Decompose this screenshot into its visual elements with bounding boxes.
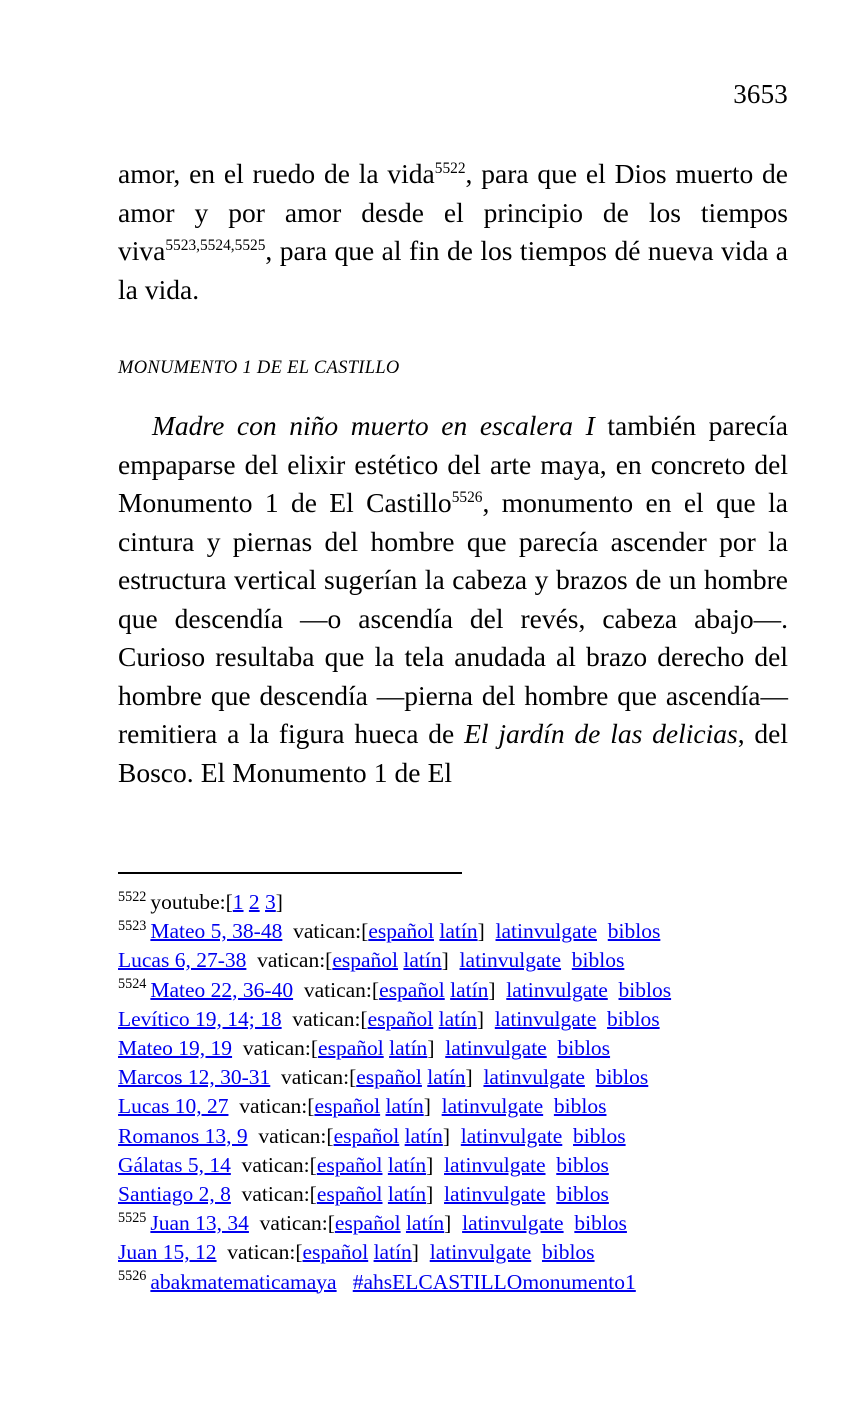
spacer [231, 1153, 242, 1177]
link-latin-Gálatas 5, 14[interactable]: latín [387, 1152, 427, 1177]
link-latinvulgate-Gálatas 5, 14[interactable]: latinvulgate [444, 1152, 546, 1177]
bracket-close: ] [465, 1065, 473, 1090]
link-espanol-Lucas 6, 27-38[interactable]: español [332, 948, 399, 973]
link-biblos-Lucas 10, 27[interactable]: biblos [553, 1094, 607, 1119]
footnote-entry-5522 [118, 888, 788, 917]
link-espanol-Santiago 2, 8[interactable]: español [316, 1182, 383, 1207]
spacer [419, 1240, 430, 1264]
spacer [434, 1036, 445, 1060]
link-citation-Juan 15, 12[interactable]: Juan 15, 12 [118, 1240, 217, 1265]
spacer [585, 1065, 596, 1089]
link-citation-Marcos 12, 30-31[interactable]: Marcos 12, 30-31 [118, 1065, 271, 1090]
link-espanol-Mateo 22, 36-40[interactable]: español [379, 977, 445, 1002]
vatican-label: vatican:[ [258, 1123, 334, 1148]
spacer [270, 1065, 281, 1089]
link-biblos-Juan 15, 12[interactable]: biblos [541, 1240, 595, 1265]
footnote-number-5522: 5522 [118, 888, 147, 905]
footnote-area [118, 872, 788, 1297]
spacer [231, 1182, 242, 1206]
footnote-separator-rule [118, 872, 462, 874]
link-citation-Santiago 2, 8[interactable]: Santiago 2, 8 [118, 1182, 231, 1207]
vatican-label: vatican:[ [259, 1211, 335, 1236]
link-biblos-Juan 13, 34[interactable]: biblos [574, 1211, 627, 1236]
link-latin-Lucas 6, 27-38[interactable]: latín [403, 948, 442, 973]
footnote-entry-5524-line-6 [118, 1122, 788, 1151]
paragraph-1-text-c: , para que al fin de los tiempos dé nueva vida a la vida. [118, 235, 788, 305]
link-ahsELCASTILLOmonumento1[interactable]: #ahsELCASTILLOmonumento1 [352, 1269, 636, 1294]
link-youtube-2[interactable]: 2 [248, 890, 260, 914]
link-espanol-Levítico 19, 14; 18[interactable]: español [367, 1006, 434, 1031]
bracket-close: ] [476, 1006, 485, 1031]
link-latinvulgate-Mateo 5, 38-48[interactable]: latinvulgate [495, 919, 598, 944]
link-citation-Juan 13, 34[interactable]: Juan 13, 34 [150, 1211, 249, 1236]
link-latinvulgate-Mateo 22, 36-40[interactable]: latinvulgate [506, 977, 608, 1002]
vatican-label: vatican:[ [292, 1006, 368, 1031]
bracket-close: ] [441, 948, 449, 973]
link-latinvulgate-Levítico 19, 14; 18[interactable]: latinvulgate [494, 1006, 597, 1031]
bracket-close: ] [411, 1240, 419, 1265]
link-latin-Santiago 2, 8[interactable]: latín [387, 1182, 427, 1207]
paragraph-continued [118, 155, 788, 309]
link-latin-Marcos 12, 30-31[interactable]: latín [427, 1065, 466, 1090]
link-latinvulgate-Romanos 13, 9[interactable]: latinvulgate [460, 1123, 563, 1148]
spacer [473, 1065, 484, 1089]
spacer [608, 978, 619, 1002]
link-citation-Levítico 19, 14; 18[interactable]: Levítico 19, 14; 18 [118, 1006, 282, 1031]
spacer [282, 919, 293, 943]
artwork-title-el-jardin: El jardín de las delicias [464, 718, 738, 749]
spacer [597, 919, 608, 943]
link-latinvulgate-Santiago 2, 8[interactable]: latinvulgate [444, 1182, 546, 1207]
spacer [433, 1153, 444, 1177]
footnote-entry-5524-line-1 [118, 976, 788, 1005]
youtube-label: youtube:[ [150, 890, 233, 914]
spacer [248, 1124, 259, 1148]
spacer-after-heading [118, 379, 788, 407]
spacer [246, 948, 257, 972]
footnote-number-5523: 5523 [118, 918, 147, 935]
bracket-close: ] [423, 1094, 431, 1119]
bracket-close: ] [426, 1152, 434, 1177]
link-latinvulgate-Lucas 10, 27[interactable]: latinvulgate [441, 1094, 544, 1119]
footnote-list [118, 888, 788, 1297]
spacer [232, 1036, 243, 1060]
link-espanol-Mateo 5, 38-48[interactable]: español [368, 919, 434, 944]
link-espanol-Juan 15, 12[interactable]: español [302, 1240, 369, 1265]
spacer-before-heading [118, 309, 788, 357]
link-latinvulgate-Marcos 12, 30-31[interactable]: latinvulgate [483, 1065, 585, 1090]
link-latin-Juan 13, 34[interactable]: latín [405, 1211, 445, 1236]
paragraph-2-text-c: , del Bosco. El Monumento 1 de El [118, 718, 788, 788]
vatican-label: vatican:[ [239, 1094, 315, 1119]
page-number: 3653 [733, 79, 788, 109]
link-citation-Mateo 22, 36-40[interactable]: Mateo 22, 36-40 [150, 977, 294, 1002]
bracket-close: ] [444, 1211, 452, 1236]
bracket-close: ] [427, 1036, 435, 1061]
link-youtube-1[interactable]: 1 [232, 890, 244, 914]
footnote-ref-5526[interactable]: 5526 [451, 488, 483, 506]
vatican-label: vatican:[ [241, 1182, 317, 1207]
footnote-number-5526: 5526 [118, 1268, 147, 1285]
spacer [293, 978, 304, 1002]
section-heading: MONUMENTO 1 DE EL CASTILLO [118, 358, 400, 378]
link-latinvulgate-Juan 15, 12[interactable]: latinvulgate [429, 1240, 532, 1265]
spacer [531, 1240, 542, 1264]
footnote-entry-5525-line-2 [118, 1238, 788, 1267]
spacer [449, 948, 460, 972]
vatican-label: vatican:[ [293, 919, 369, 944]
link-latinvulgate-Lucas 6, 27-38[interactable]: latinvulgate [459, 948, 562, 973]
link-espanol-Marcos 12, 30-31[interactable]: español [356, 1065, 422, 1090]
vatican-label: vatican:[ [281, 1065, 357, 1090]
main-text-column [118, 155, 788, 792]
link-biblos-Romanos 13, 9[interactable]: biblos [573, 1123, 626, 1148]
bracket-close: ] [275, 890, 283, 914]
spacer [596, 1007, 607, 1031]
spacer [543, 1094, 554, 1118]
link-latin-Mateo 22, 36-40[interactable]: latín [450, 977, 489, 1002]
link-biblos-Santiago 2, 8[interactable]: biblos [556, 1182, 609, 1207]
spacer [451, 1211, 462, 1235]
bracket-close: ] [477, 919, 485, 944]
link-biblos-Gálatas 5, 14[interactable]: biblos [556, 1152, 609, 1177]
spacer [249, 1211, 260, 1235]
link-biblos-Mateo 19, 19[interactable]: biblos [557, 1036, 611, 1061]
footnote-entry-5523-line-1 [118, 917, 788, 946]
link-citation-Mateo 5, 38-48[interactable]: Mateo 5, 38-48 [150, 919, 283, 944]
link-biblos-Marcos 12, 30-31[interactable]: biblos [595, 1065, 649, 1090]
paragraph-1-text-b: , para que el Dios muerto de amor y por amor desde el principio de los tiempos viva [118, 158, 789, 266]
footnote-entry-5524-line-3 [118, 1034, 788, 1063]
footnote-ref-5522[interactable]: 5522 [434, 159, 466, 177]
bracket-close: ] [426, 1182, 434, 1207]
vatican-label: vatican:[ [242, 1036, 319, 1061]
spacer [217, 1240, 228, 1264]
footnote-ref-5523-5524-5525[interactable]: 5523,5524,5525 [165, 236, 266, 254]
link-citation-Romanos 13, 9[interactable]: Romanos 13, 9 [118, 1123, 248, 1148]
link-citation-Mateo 19, 19[interactable]: Mateo 19, 19 [118, 1036, 233, 1061]
paragraph-monumento [118, 407, 788, 792]
spacer [564, 1211, 575, 1235]
bracket-close: ] [442, 1123, 451, 1148]
link-latin-Romanos 13, 9[interactable]: latín [404, 1123, 443, 1148]
link-youtube-3[interactable]: 3 [265, 890, 276, 914]
link-biblos-Lucas 6, 27-38[interactable]: biblos [571, 948, 625, 973]
spacer [561, 948, 572, 972]
spacer [431, 1094, 442, 1118]
link-latin-Mateo 5, 38-48[interactable]: latín [439, 919, 478, 944]
spacer [228, 1094, 239, 1118]
footnote-entry-5524-line-5 [118, 1092, 788, 1121]
spacer [547, 1036, 558, 1060]
spacer [484, 1007, 495, 1031]
footnote-entry-5524-line-8 [118, 1180, 788, 1209]
spacer [562, 1124, 573, 1148]
spacer [433, 1182, 444, 1206]
artwork-title-madre-con-nino: Madre con niño muerto en escalera I [152, 410, 595, 441]
link-espanol-Gálatas 5, 14[interactable]: español [316, 1152, 383, 1177]
footnote-entry-5523-line-2 [118, 946, 788, 975]
vatican-label: vatican:[ [227, 1240, 303, 1265]
link-latin-Lucas 10, 27[interactable]: latín [385, 1094, 424, 1119]
paragraph-1-text-a: amor, en el ruedo de la vida [118, 158, 435, 189]
spacer [546, 1153, 557, 1177]
footnote-entry-5524-line-7 [118, 1151, 788, 1180]
paragraph-2-text-b: , monumento en el que la cintura y piernas del hombre que parecía ascender por la estructura vertical sugerían la cabeza y brazos de un hombre que descendía —o ascendía del revés, cabeza abajo—. Curioso resultaba que la tela anudada al brazo derecho del hombre que descendía —pierna del hombre que ascendía— remitiera a la figura hueca de [118, 487, 788, 749]
spacer [496, 978, 507, 1002]
spacer [337, 1270, 353, 1294]
link-abakmatematicamaya[interactable]: abakmatematicamaya [150, 1269, 337, 1294]
spacer [546, 1182, 557, 1206]
spacer [485, 919, 496, 943]
spacer [282, 1007, 293, 1031]
link-biblos-Mateo 22, 36-40[interactable]: biblos [618, 977, 672, 1002]
footnote-number-5524: 5524 [118, 976, 147, 993]
footnote-entry-5526 [118, 1268, 788, 1297]
link-biblos-Levítico 19, 14; 18[interactable]: biblos [607, 1006, 660, 1031]
link-citation-Lucas 10, 27[interactable]: Lucas 10, 27 [118, 1094, 229, 1119]
vatican-label: vatican:[ [303, 977, 380, 1002]
link-latinvulgate-Mateo 19, 19[interactable]: latinvulgate [445, 1036, 547, 1061]
footnote-entry-5524-line-2 [118, 1005, 788, 1034]
footnote-entry-5524-line-4 [118, 1063, 788, 1092]
link-espanol-Mateo 19, 19[interactable]: español [318, 1036, 384, 1061]
link-espanol-Lucas 10, 27[interactable]: español [314, 1094, 381, 1119]
vatican-label: vatican:[ [257, 948, 333, 973]
link-espanol-Juan 13, 34[interactable]: español [334, 1211, 401, 1236]
link-latin-Mateo 19, 19[interactable]: latín [389, 1036, 428, 1061]
link-latin-Juan 15, 12[interactable]: latín [373, 1240, 412, 1265]
link-espanol-Romanos 13, 9[interactable]: español [333, 1123, 400, 1148]
link-citation-Gálatas 5, 14[interactable]: Gálatas 5, 14 [118, 1152, 231, 1177]
paragraph-2-text-a: también parecía empaparse del elixir estético del arte maya, en concreto del Monumento 1 de El Castillo [118, 410, 788, 518]
link-latin-Levítico 19, 14; 18[interactable]: latín [438, 1006, 477, 1031]
link-latinvulgate-Juan 13, 34[interactable]: latinvulgate [462, 1211, 564, 1236]
vatican-label: vatican:[ [241, 1152, 317, 1177]
link-citation-Lucas 6, 27-38[interactable]: Lucas 6, 27-38 [118, 948, 247, 973]
spacer [450, 1124, 461, 1148]
bracket-close: ] [488, 977, 496, 1002]
footnote-number-5525: 5525 [118, 1210, 147, 1227]
footnote-entry-5525-line-1 [118, 1209, 788, 1238]
link-biblos-Mateo 5, 38-48[interactable]: biblos [607, 919, 661, 944]
